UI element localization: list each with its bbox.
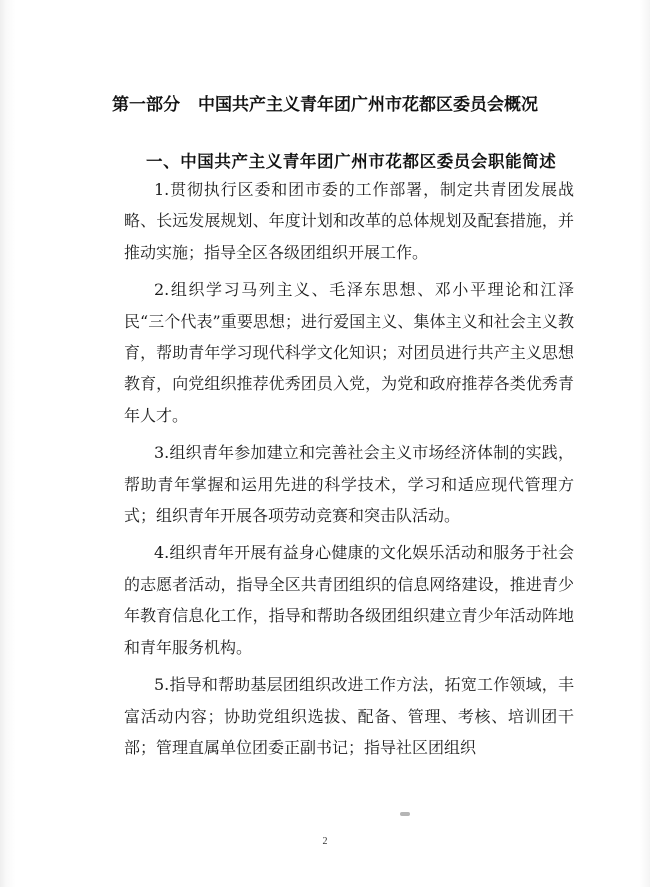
paragraph-5: 5.指导和帮助基层团组织改进工作方法，拓宽工作领域，丰富活动内容；协助党组织选拔、配备、管理、考核、培训团干部；管理直属单位团委正副书记；指导社区团组织 xyxy=(124,675,574,757)
paragraph-3: 3.组织青年参加建立和完善社会主义市场经济体制的实践，帮助青年掌握和运用先进的科学技术，学习和适应现代管理方式；组织青年开展各项劳动竞赛和突击队活动。 xyxy=(124,443,574,526)
page-number: 2 xyxy=(322,836,328,847)
paragraph-1: 1.贯彻执行区委和团市委的工作部署，制定共青团发展战略、长远发展规划、年度计划和改革的总体规划及配套措施，并推动实施；指导全区各级团组织开展工作。 xyxy=(124,180,574,262)
title-part-label: 第一部分 xyxy=(112,95,180,115)
page-title xyxy=(0,90,650,115)
scan-smudge xyxy=(400,812,410,816)
paragraph-4: 4.组织青年开展有益身心健康的文化娱乐活动和服务于社会的志愿者活动，指导全区共青团组织的信息网络建设，推进青少年教育信息化工作，指导和帮助各级团组织建立青少年活动阵地和青年服务机构。 xyxy=(124,543,574,657)
body-text xyxy=(124,174,574,769)
section-heading: 一、中国共产主义青年团广州市花都区委员会职能简述 xyxy=(146,152,557,171)
paragraph-2: 2.组织学习马列主义、毛泽东思想、邓小平理论和江泽民“三个代表”重要思想；进行爱国主义、集体主义和社会主义教育，帮助青年学习现代科学文化知识；对团员进行共产主义思想教育，向党组织推荐优秀团员入党，为党和政府推荐各类优秀青年人才。 xyxy=(124,280,574,425)
title-main-text: 中国共产主义青年团广州市花都区委员会概况 xyxy=(198,95,538,115)
